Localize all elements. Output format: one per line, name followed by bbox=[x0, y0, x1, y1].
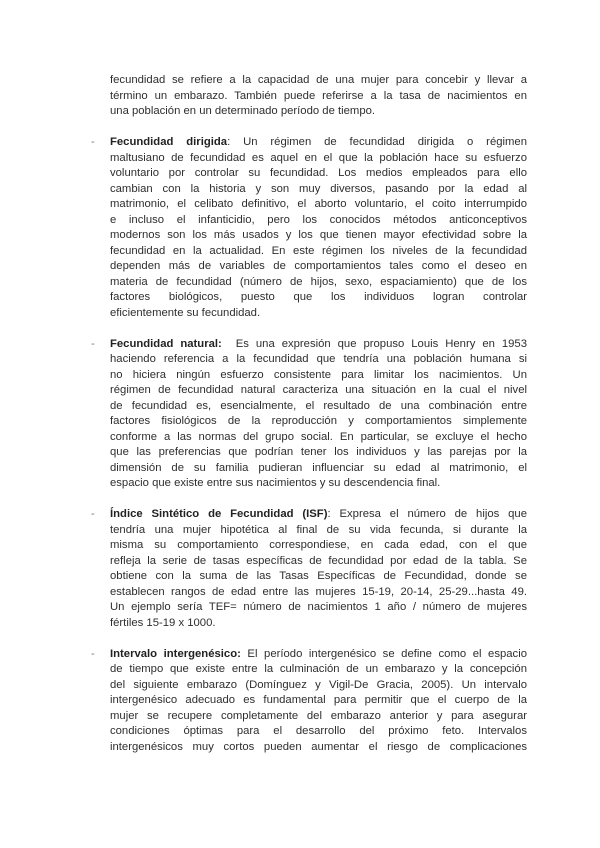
text-line bbox=[110, 151, 527, 167]
text-line bbox=[110, 182, 527, 198]
line-text: fecundidad en la actualidad. En este régimen los niveles de la fecundidad bbox=[110, 244, 527, 257]
text-line bbox=[110, 244, 527, 260]
line-text: mujer se recupere completamente del embarazo anterior y para asegurar bbox=[110, 709, 527, 722]
document-page bbox=[91, 73, 527, 771]
text-line bbox=[110, 445, 527, 461]
term-label: Fecundidad dirigida bbox=[110, 136, 228, 148]
text-line bbox=[110, 507, 527, 523]
line-text: término un embarazo. También puede referirse a la tasa de nacimientos en bbox=[110, 89, 527, 102]
line-text: dependen más de variables de comportamientos tales como el deseo en bbox=[110, 260, 527, 272]
line-text: intergenésicos muy cortos pueden aumentar el riesgo de complicaciones bbox=[110, 740, 527, 753]
text-line bbox=[110, 461, 527, 477]
definition-item bbox=[91, 507, 527, 631]
line-text: régimen de fecundidad natural caracteriza una situación en la cual el nivel bbox=[110, 384, 527, 396]
text-line bbox=[110, 662, 527, 678]
text-line bbox=[110, 89, 527, 105]
text-line bbox=[110, 337, 527, 353]
definition-item bbox=[91, 135, 527, 321]
line-text: conforme a las normas del grupo social. En particular, se excluye el hecho bbox=[110, 430, 527, 443]
text-line bbox=[110, 73, 527, 89]
text-line bbox=[110, 678, 527, 694]
text-line bbox=[110, 693, 527, 709]
text-line bbox=[110, 600, 527, 616]
list-bullet: - bbox=[91, 136, 95, 148]
line-text: matrimonio, el celibato definitivo, el aborto voluntario, el coito interrumpido bbox=[110, 198, 527, 210]
line-text: cambian con la historia y son muy diversos, pasando por la edad al bbox=[110, 182, 527, 195]
paragraph bbox=[110, 73, 527, 120]
text-line bbox=[110, 383, 527, 399]
line-text: intergenésico adecuado es fundamental para permitir que el cuerpo de la bbox=[110, 694, 527, 706]
text-line bbox=[110, 724, 527, 740]
text-line bbox=[110, 259, 527, 275]
line-text: establecen rangos de edad entre las mujeres 15-19, 20-14, 25-29...hasta 49. bbox=[110, 585, 527, 598]
line-text: que las preferencias que podrían tener los individuos y las parejas por la bbox=[110, 446, 527, 458]
line-text: fecundidad se refiere a la capacidad de una mujer para concebir y llevar a bbox=[110, 74, 527, 86]
line-text: El período intergenésico se define como el espacio bbox=[240, 647, 527, 660]
line-text: espacio que existe entre sus nacimientos y su descendencia final. bbox=[110, 477, 441, 489]
list-bullet: - bbox=[91, 508, 95, 520]
text-line bbox=[110, 352, 527, 368]
line-text: obtiene con la suma de las Tasas Específicas de Fecundidad, donde se bbox=[110, 570, 527, 582]
text-line bbox=[110, 709, 527, 725]
definition-item bbox=[91, 647, 527, 756]
text-line bbox=[110, 399, 527, 415]
line-text: materia de fecundidad (número de hijos, sexo, espaciamiento) que de los bbox=[110, 275, 527, 288]
text-line bbox=[110, 414, 527, 430]
text-line bbox=[110, 616, 527, 632]
line-text: una población en un determinado período de tiempo. bbox=[110, 105, 376, 117]
line-text: Un ejemplo sería TEF= número de nacimientos 1 año / número de mujeres bbox=[110, 601, 527, 613]
line-text: : Un régimen de fecundidad dirigida o régimen bbox=[227, 136, 527, 148]
line-text: no hiciera ningún esfuerzo consistente para limitar los nacimientos. Un bbox=[110, 368, 527, 381]
text-line bbox=[110, 104, 527, 120]
line-text: de tiempo que existe entre la culminación de un embarazo y la concepción bbox=[110, 663, 527, 675]
text-line bbox=[110, 538, 527, 554]
text-line bbox=[110, 228, 527, 244]
text-line bbox=[110, 290, 527, 306]
line-text: factores fisiológicos de la reproducción y comportamientos simplemente bbox=[110, 415, 527, 427]
line-text: del siguiente embarazo (Domínguez y Vigil-De Gracia, 2005). Un intervalo bbox=[110, 678, 527, 691]
line-text: refleja la serie de tasas específicas de fecundidad por edad de la tabla. Se bbox=[110, 554, 527, 567]
text-line bbox=[110, 368, 527, 384]
line-text: dimensión de su familia pudieran influenciar su edad al matrimonio, el bbox=[110, 461, 527, 474]
line-text: e incluso el infanticidio, pero los conocidos métodos anticonceptivos bbox=[110, 213, 527, 226]
line-text: Es una expresión que propuso Louis Henry en 1953 bbox=[221, 337, 527, 350]
list-bullet: - bbox=[91, 337, 95, 350]
text-line bbox=[110, 585, 527, 601]
line-text: de fecundidad es, esencialmente, el resultado de una combinación entre bbox=[110, 399, 527, 412]
line-text: haciendo referencia a la fecundidad que tendría una población humana si bbox=[110, 353, 527, 365]
list-bullet: - bbox=[91, 647, 95, 660]
text-line bbox=[110, 476, 527, 492]
line-text: misma su comportamiento correspondiese, en cada edad, con el que bbox=[110, 539, 527, 551]
text-line bbox=[110, 166, 527, 182]
line-text: fértiles 15-19 x 1000. bbox=[110, 616, 216, 629]
line-text: voluntario por controlar su fecundidad. Los medios empleados para ello bbox=[110, 167, 527, 179]
text-line bbox=[110, 554, 527, 570]
text-line bbox=[110, 569, 527, 585]
term-label: Fecundidad natural: bbox=[110, 337, 222, 350]
term-label: Índice Sintético de Fecundidad (ISF) bbox=[110, 508, 328, 520]
term-label: Intervalo intergenésico: bbox=[110, 647, 241, 660]
text-line bbox=[110, 647, 527, 663]
text-line bbox=[110, 306, 527, 322]
text-line bbox=[110, 275, 527, 291]
text-line bbox=[110, 197, 527, 213]
text-line bbox=[110, 523, 527, 539]
text-line bbox=[110, 135, 527, 151]
text-line bbox=[110, 430, 527, 446]
line-text: : Expresa el número de hijos que bbox=[327, 508, 527, 520]
line-text: condiciones óptimas para el desarrollo del próximo feto. Intervalos bbox=[110, 725, 527, 737]
line-text: tendría una mujer hipotética al final de su vida fecunda, si durante la bbox=[110, 523, 527, 536]
line-text: maltusiano de fecundidad es aquel en el que la población hace su esfuerzo bbox=[110, 151, 527, 164]
text-line bbox=[110, 213, 527, 229]
line-text: eficientemente su fecundidad. bbox=[110, 306, 261, 319]
definition-item bbox=[91, 337, 527, 492]
line-text: factores biológicos, puesto que los individuos logran controlar bbox=[110, 291, 527, 303]
line-text: modernos son los más usados y los que tienen mayor efectividad sobre la bbox=[110, 229, 527, 241]
text-line bbox=[110, 740, 527, 756]
